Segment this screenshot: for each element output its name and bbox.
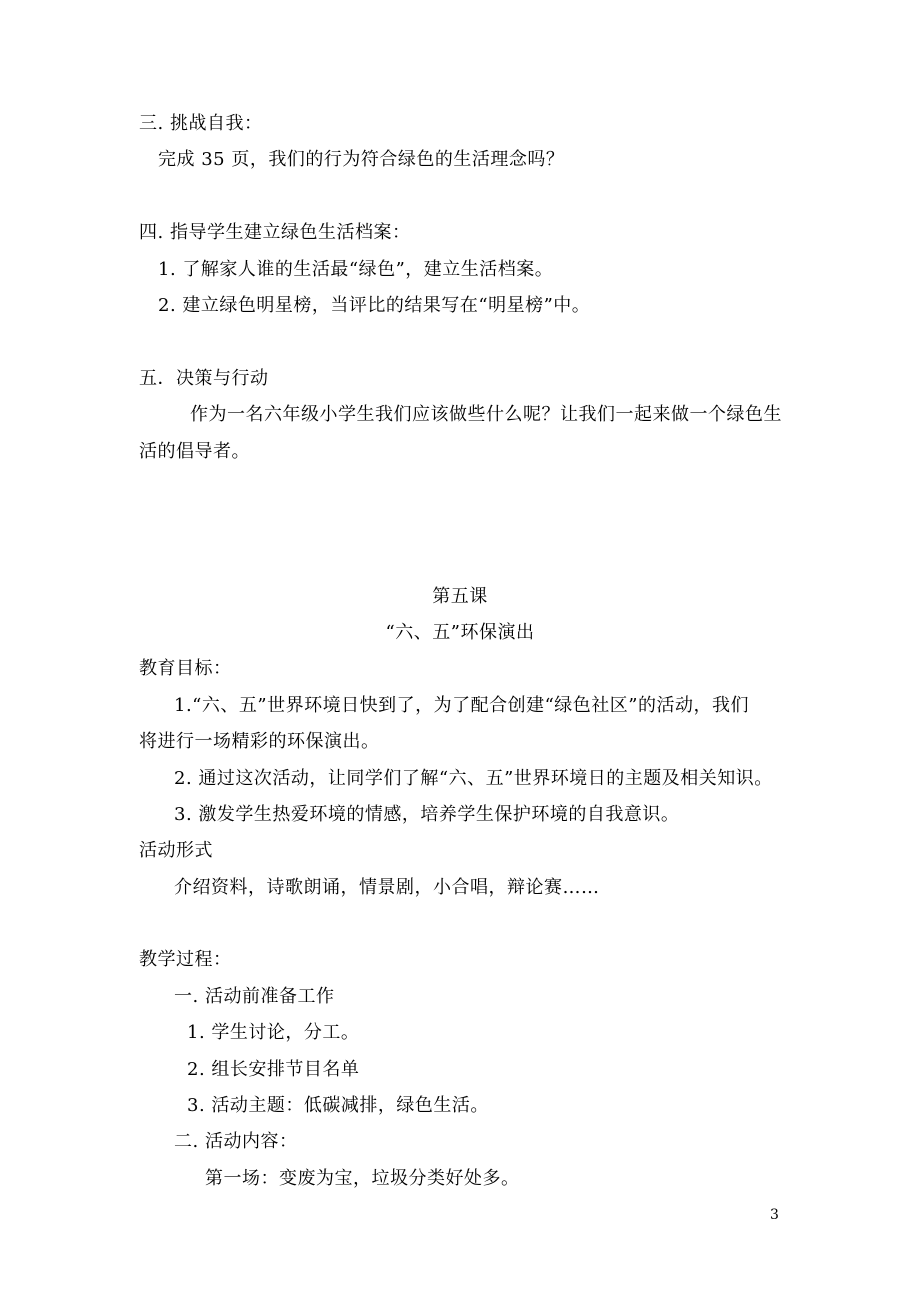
goal2: 2. 通过这次活动，让同学们了解“六、五”世界环境日的主题及相关知识。: [174, 768, 773, 789]
form-text: 介绍资料，诗歌朗诵，情景剧，小合唱，辩论赛……: [174, 877, 600, 898]
section4-heading: 四. 指导学生建立绿色生活档案：: [139, 222, 411, 243]
section5-paragraph-line2: 活的倡导者。: [139, 441, 250, 462]
section3-line: 完成 35 页，我们的行为符合绿色的生活理念吗？: [158, 149, 565, 170]
lesson-title: 第五课: [432, 586, 488, 607]
content-heading: 二. 活动内容：: [174, 1131, 298, 1152]
section3-heading: 三. 挑战自我：: [139, 113, 263, 134]
section5-paragraph-line1: 作为一名六年级小学生我们应该做些什么呢？让我们一起来做一个绿色生: [190, 404, 782, 425]
scene1: 第一场：变废为宝，垃圾分类好处多。: [205, 1168, 520, 1189]
prep-item2: 2. 组长安排节目名单: [187, 1059, 360, 1080]
process-heading: 教学过程：: [139, 949, 232, 970]
section4-item2: 2. 建立绿色明星榜，当评比的结果写在“明星榜”中。: [158, 295, 591, 316]
prep-item1: 1. 学生讨论，分工。: [187, 1022, 360, 1043]
goal3: 3. 激发学生热爱环境的情感，培养学生保护环境的自我意识。: [174, 804, 680, 825]
goal1-line2: 将进行一场精彩的环保演出。: [139, 731, 380, 752]
section4-item1: 1. 了解家人谁的生活最“绿色”，建立生活档案。: [158, 259, 554, 280]
lesson-subtitle: “六、五”环保演出: [385, 622, 535, 643]
goal1-line1: 1.“六、五”世界环境日快到了，为了配合创建“绿色社区”的活动，我们: [174, 695, 749, 716]
section5-heading: 五．决策与行动: [139, 368, 269, 389]
prep-heading: 一. 活动前准备工作: [174, 986, 335, 1007]
form-heading: 活动形式: [139, 840, 213, 861]
page-number: 3: [770, 1207, 779, 1223]
goals-heading: 教育目标：: [139, 658, 232, 679]
prep-item3: 3. 活动主题：低碳减排，绿色生活。: [187, 1095, 489, 1116]
